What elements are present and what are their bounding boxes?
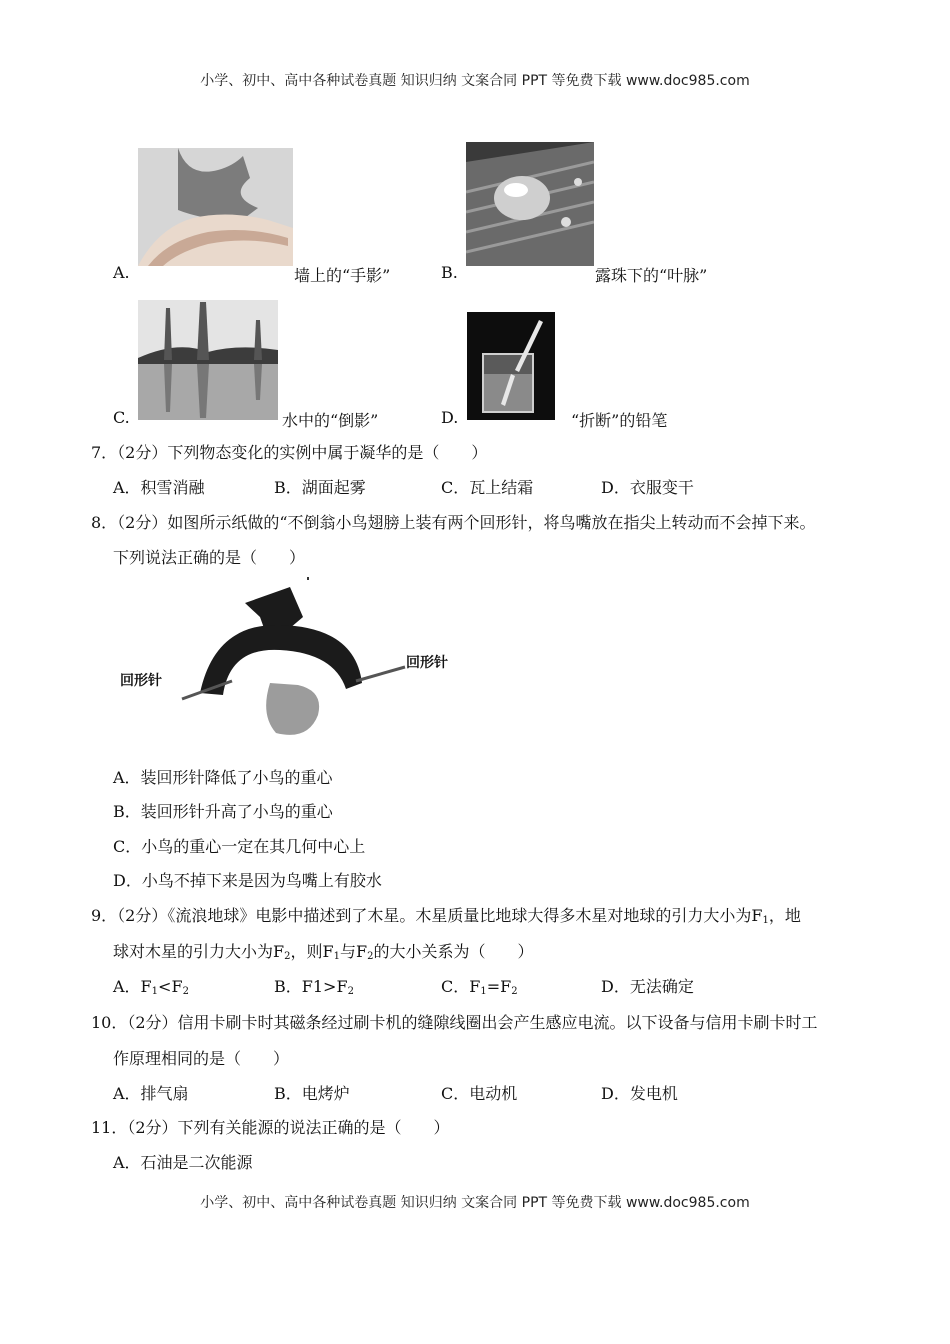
q6-option-b-caption: 露珠下的“叶脉” (595, 266, 708, 285)
q10-option-c: C．电动机 (441, 1084, 518, 1103)
q10-stem-line2: 作原理相同的是（ ） (113, 1049, 290, 1068)
page-header: 小学、初中、高中各种试卷真题 知识归纳 文案合同 PPT 等免费下载 www.doc985.com (200, 73, 750, 89)
q8-option-c: C．小鸟的重心一定在其几何中心上 (113, 837, 366, 856)
figure-label-left: 回形针 (120, 673, 162, 689)
q6-option-d-letter: D. (441, 408, 459, 427)
q8-option-d: D．小鸟不掉下来是因为鸟嘴上有胶水 (113, 871, 382, 890)
q7-option-a: A．积雪消融 (113, 478, 205, 497)
q9-option-c: C．$F_1=F_2$ (441, 977, 518, 997)
pagoda-reflection-image (138, 300, 278, 420)
q9-option-b: B．$F1>F_2$ (274, 977, 354, 997)
q11-stem: 11．（2分）下列有关能源的说法正确的是（ ） (91, 1118, 450, 1137)
q7-option-c: C．瓦上结霜 (441, 478, 534, 497)
q8-option-b: B．装回形针升高了小鸟的重心 (113, 802, 333, 821)
q10-stem-line1: 10．（2分）信用卡刷卡时其磁条经过刷卡机的缝隙线圈出会产生感应电流。以下设备与信用卡刷卡时工 (91, 1013, 818, 1032)
q7-stem: 7．（2分）下列物态变化的实例中属于凝华的是（ ） (91, 443, 488, 462)
q6-option-c-letter: C. (113, 408, 130, 427)
q10-option-d: D．发电机 (601, 1084, 678, 1103)
q11-option-a: A．石油是二次能源 (113, 1153, 253, 1172)
paper-bird-figure (120, 575, 460, 740)
q9-stem-line1: 9．（2分）《流浪地球》电影中描述到了木星。木星质量比地球大得多木星对地球的引力大小为$F_1$，地 (91, 906, 801, 926)
q7-option-b: B．湖面起雾 (274, 478, 366, 497)
q10-option-b: B．电烤炉 (274, 1084, 350, 1103)
figure-label-right: 回形针 (406, 655, 448, 671)
q6-option-b-letter: B. (441, 263, 458, 282)
q7-option-d: D．衣服变干 (601, 478, 694, 497)
q8-stem-line1: 8．（2分）如图所示纸做的“不倒翁小鸟翅膀上装有两个回形针，将鸟嘴放在指尖上转动而不会掉下来。 (91, 513, 816, 532)
page-footer: 小学、初中、高中各种试卷真题 知识归纳 文案合同 PPT 等免费下载 www.doc985.com (200, 1195, 750, 1211)
dew-drop-leaf-image (466, 142, 594, 266)
q9-option-a: A．$F_1<F_2$ (113, 977, 189, 997)
q8-option-a: A．装回形针降低了小鸟的重心 (113, 768, 333, 787)
q9-stem-line2: 球对木星的引力大小为$F_2$，则$F_1$与$F_2$的大小关系为（ ） (113, 942, 534, 962)
q10-option-a: A．排气扇 (113, 1084, 189, 1103)
hand-shadow-image (138, 148, 293, 266)
q6-option-a-caption: 墙上的“手影” (294, 266, 391, 285)
q9-option-d: D．无法确定 (601, 977, 694, 996)
q8-stem-line2: 下列说法正确的是（ ） (113, 548, 306, 567)
q6-option-c-caption: 水中的“倒影” (282, 411, 379, 430)
q6-option-d-caption: “折断”的铅笔 (571, 411, 668, 430)
bent-pencil-image (467, 312, 555, 420)
q6-option-a-letter: A. (113, 263, 130, 282)
